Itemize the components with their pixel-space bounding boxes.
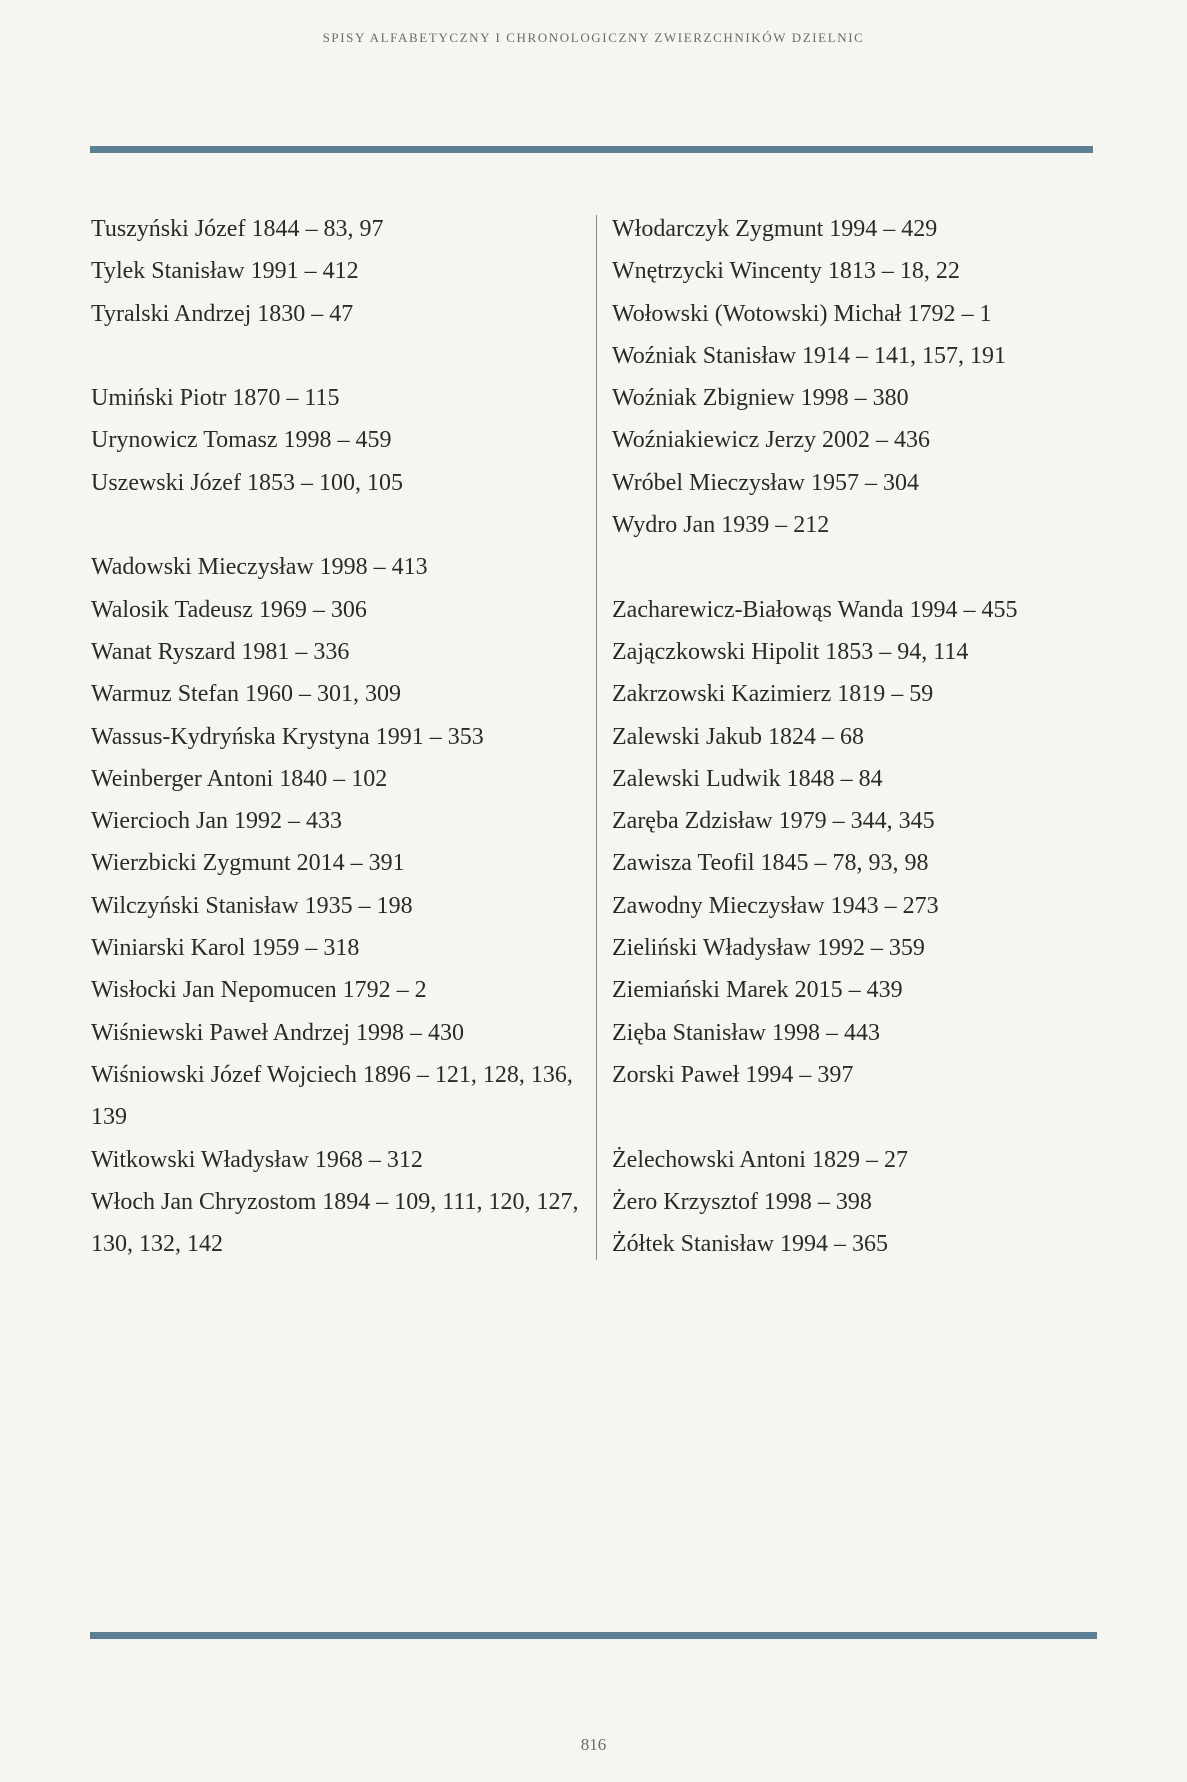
index-entry: Woźniak Stanisław 1914 – 141, 157, 191 xyxy=(612,342,1007,369)
index-entry: Zalewski Jakub 1824 – 68 xyxy=(612,723,864,750)
index-entry: Woźniak Zbigniew 1998 – 380 xyxy=(612,385,909,412)
index-entry: Włoch Jan Chryzostom 1894 – 109, 111, 120, 127, 130, 132, 142 xyxy=(91,1188,579,1258)
index-entry: Weinberger Antoni 1840 – 102 xyxy=(91,765,388,792)
letter-group-gap xyxy=(91,504,591,546)
index-entry: Wierzbicki Zygmunt 2014 – 391 xyxy=(91,850,405,877)
index-entry: Umiński Piotr 1870 – 115 xyxy=(91,385,340,412)
index-entry: Wisłocki Jan Nepomucen 1792 – 2 xyxy=(91,977,427,1004)
index-entry: Tyralski Andrzej 1830 – 47 xyxy=(91,300,354,327)
index-entry: Wiercioch Jan 1992 – 433 xyxy=(91,808,342,835)
left-index-column xyxy=(91,208,591,1265)
index-entry: Zawodny Mieczysław 1943 – 273 xyxy=(612,892,939,919)
index-entry: Włodarczyk Zygmunt 1994 – 429 xyxy=(612,216,938,242)
index-entry: Żero Krzysztof 1998 – 398 xyxy=(612,1188,872,1215)
index-entry: Tuszyński Józef 1844 – 83, 97 xyxy=(91,216,384,242)
index-entry: Wydro Jan 1939 – 212 xyxy=(612,512,830,539)
index-entry: Witkowski Władysław 1968 – 312 xyxy=(91,1146,423,1173)
letter-group-gap xyxy=(612,1096,1082,1138)
index-entry: Warmuz Stefan 1960 – 301, 309 xyxy=(91,681,402,708)
index-entry: Wołowski (Wotowski) Michał 1792 – 1 xyxy=(612,300,992,327)
index-entry: Zalewski Ludwik 1848 – 84 xyxy=(612,765,883,792)
letter-group-gap xyxy=(91,335,591,377)
index-entry: Urynowicz Tomasz 1998 – 459 xyxy=(91,427,392,454)
index-entry: Zięba Stanisław 1998 – 443 xyxy=(612,1019,880,1046)
right-index-column xyxy=(612,208,1082,1265)
index-entry: Zakrzowski Kazimierz 1819 – 59 xyxy=(612,681,934,708)
index-entry: Tylek Stanisław 1991 – 412 xyxy=(91,258,359,285)
index-entry: Zorski Paweł 1994 – 397 xyxy=(612,1061,854,1088)
bottom-rule xyxy=(90,1632,1097,1639)
index-entry: Zawisza Teofil 1845 – 78, 93, 98 xyxy=(612,850,929,877)
index-entry: Wanat Ryszard 1981 – 336 xyxy=(91,638,350,665)
index-entry: Żelechowski Antoni 1829 – 27 xyxy=(612,1146,908,1173)
index-entry: Zacharewicz-Białowąs Wanda 1994 – 455 xyxy=(612,596,1018,623)
index-entry: Wnętrzycki Wincenty 1813 – 18, 22 xyxy=(612,258,960,285)
index-entry: Zajączkowski Hipolit 1853 – 94, 114 xyxy=(612,638,969,665)
index-entry: Wadowski Mieczysław 1998 – 413 xyxy=(91,554,428,581)
index-entry: Wróbel Mieczysław 1957 – 304 xyxy=(612,469,919,496)
index-entry: Uszewski Józef 1853 – 100, 105 xyxy=(91,469,403,496)
top-rule xyxy=(90,146,1093,153)
index-entry: Żółtek Stanisław 1994 – 365 xyxy=(612,1231,888,1258)
index-entry: Wiśniowski Józef Wojciech 1896 – 121, 128, 136, 139 xyxy=(91,1061,573,1131)
index-entry: Winiarski Karol 1959 – 318 xyxy=(91,935,360,962)
index-entry: Wiśniewski Paweł Andrzej 1998 – 430 xyxy=(91,1019,464,1046)
column-divider xyxy=(596,215,597,1260)
page-number: 816 xyxy=(580,1735,607,1754)
letter-group-gap xyxy=(612,546,1082,588)
index-entry: Walosik Tadeusz 1969 – 306 xyxy=(91,596,367,623)
index-entry: Zaręba Zdzisław 1979 – 344, 345 xyxy=(612,808,935,835)
index-entry: Woźniakiewicz Jerzy 2002 – 436 xyxy=(612,427,930,454)
index-entry: Wilczyński Stanisław 1935 – 198 xyxy=(91,892,413,919)
index-entry: Zieliński Władysław 1992 – 359 xyxy=(612,935,925,962)
index-entry: Ziemiański Marek 2015 – 439 xyxy=(612,977,903,1004)
index-entry: Wassus-Kydryńska Krystyna 1991 – 353 xyxy=(91,723,484,750)
running-title: SPISY ALFABETYCZNY I CHRONOLOGICZNY ZWIERZCHNIKÓW DZIELNIC xyxy=(322,30,865,45)
